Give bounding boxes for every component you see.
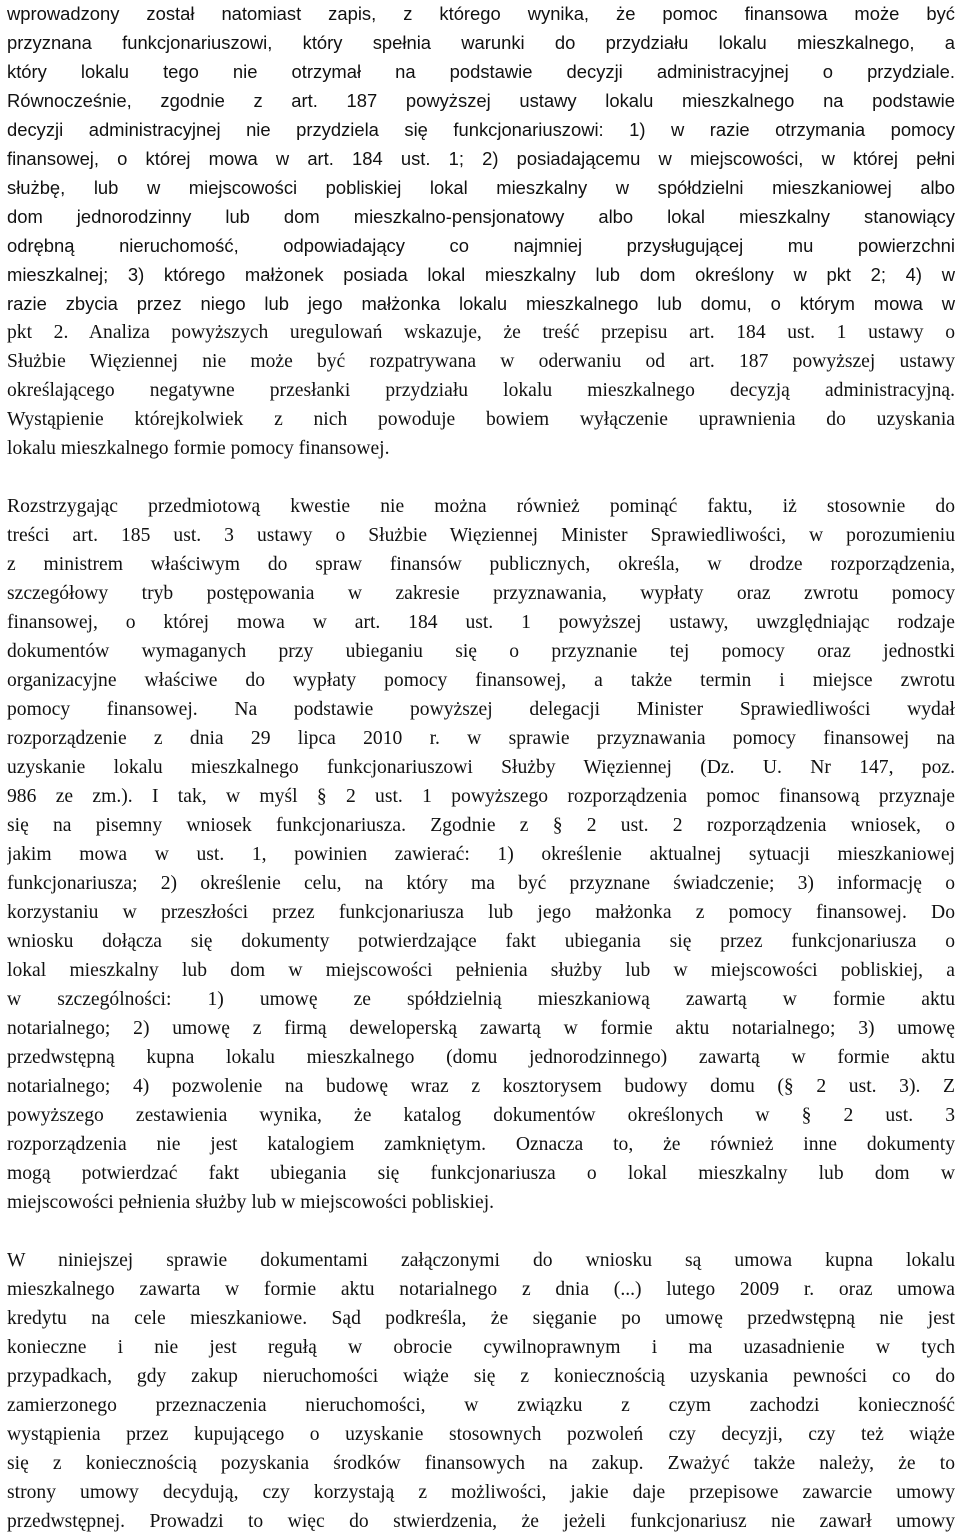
text-line: lokalu mieszkalnego formie pomocy finansowej.: [7, 438, 390, 459]
text-line: wprowadzony został natomiast zapis, z którego wynika, że pomoc finansowa może być: [7, 3, 955, 24]
text-line: szczegółowy tryb postępowania w zakresie przyznawania, wypłaty oraz zwrotu pomocy: [7, 583, 955, 604]
text-line: organizacyjne właściwe do wypłaty pomocy finansowej, a także termin i miejsce zwrotu: [7, 670, 955, 691]
text-line: finansowej, o której mowa w art. 184 ust. 1; 2) posiadającemu w miejscowości, w której pełni: [7, 148, 955, 169]
text-line: funkcjonariusza; 2) określenie celu, na który ma być przyznane świadczenie; 3) informację o: [7, 873, 955, 894]
text-line: który lokalu tego nie otrzymał na podstawie decyzji administracyjnej o przydziale.: [7, 61, 955, 82]
text-line: się z koniecznością pozyskania środków finansowych na zakup. Zważyć także należy, że to: [7, 1453, 955, 1474]
text-line: mieszkalnej; 3) którego małżonek posiada lokal mieszkalny lub dom określony w pkt 2; 4) w: [7, 264, 955, 285]
text-line: przyznana funkcjonariuszowi, który spełnia warunki do przydziału lokalu mieszkalnego, a: [7, 32, 955, 53]
text-line: wystąpienia przez kupującego o uzyskanie stosownych pozwoleń czy decyzji, czy też wiąże: [7, 1424, 955, 1445]
text-line: odrębną nieruchomość, odpowiadający co najmniej przysługującej mu powierzchni: [7, 235, 955, 256]
text-line: zamierzonego przeznaczenia nieruchomości, w związku z czym zachodzi konieczność: [7, 1395, 955, 1416]
text-line: miejscowości pełnienia służby lub w miejscowości pobliskiej.: [7, 1192, 495, 1213]
text-line: Wystąpienie którejkolwiek z nich powoduje bowiem wyłączenie uprawnienia do uzyskania: [7, 409, 955, 430]
text-line: mieszkalnego zawarta w formie aktu notarialnego z dnia (...) lutego 2009 r. oraz umowa: [7, 1279, 955, 1300]
text-line: uzyskanie lokalu mieszkalnego funkcjonariuszowi Służby Więziennej (Dz. U. Nr 147, poz.: [7, 757, 955, 778]
text-line: lokal mieszkalny lub dom w miejscowości pełnienia służby lub w miejscowości pobliskiej, a: [7, 960, 955, 981]
text-line: określającego negatywne przesłanki przydziału lokalu mieszkalnego decyzją administracyjną.: [7, 380, 955, 401]
text-line: konieczne i nie jest regułą w obrocie cywilnoprawnym i ma uzasadnienie w tych: [7, 1337, 955, 1358]
text-line: 986 ze zm.). I tak, w myśl § 2 ust. 1 powyższego rozporządzenia pomoc finansową przyznaje: [7, 786, 955, 807]
text-line: przedwstępnej. Prowadzi to więc do stwierdzenia, że jeżeli funkcjonariusz nie zawarł umowy: [7, 1511, 955, 1532]
text-line: przedwstępną kupna lokalu mieszkalnego (domu jednorodzinnego) zawartą w formie aktu: [7, 1047, 955, 1068]
text-line: służbę, lub w miejscowości pobliskiej lokal mieszkalny w spółdzielni mieszkaniowej albo: [7, 177, 955, 198]
text-line: rozporządzenie z dnia 29 lipca 2010 r. w sprawie przyznawania pomocy finansowej na: [7, 728, 955, 749]
document-page: [7, 0, 955, 1536]
text-line: pomocy finansowej. Na podstawie powyższej delegacji Minister Sprawiedliwości wydał: [7, 699, 955, 720]
text-line: Równocześnie, zgodnie z art. 187 powyższej ustawy lokalu mieszkalnego na podstawie: [7, 90, 955, 111]
text-line: się na pisemny wniosek funkcjonariusza. Zgodnie z § 2 ust. 2 rozporządzenia wniosek, o: [7, 815, 955, 836]
text-line: pkt 2. Analiza powyższych uregulowań wskazuje, że treść przepisu art. 184 ust. 1 ustawy o: [7, 322, 955, 343]
text-line: wniosku dołącza się dokumenty potwierdzające fakt ubiegania się przez funkcjonariusza o: [7, 931, 955, 952]
text-line: kredytu na cele mieszkaniowe. Sąd podkreśla, że sięganie po umowę przedwstępną nie jest: [7, 1308, 955, 1329]
text-line: przypadkach, gdy zakup nieruchomości wiąże się z koniecznością uzyskania pewności co do: [7, 1366, 955, 1387]
text-line: dokumentów wymaganych przy ubieganiu się o przyznanie tej pomocy oraz jednostki: [7, 641, 955, 662]
text-line: Służbie Więziennej nie może być rozpatrywana w oderwaniu od art. 187 powyższej ustawy: [7, 351, 955, 372]
paragraph-1: [7, 0, 955, 463]
text-line: w szczególności: 1) umowę ze spółdzielnią mieszkaniową zawartą w formie aktu: [7, 989, 955, 1010]
text-line: strony umowy decydują, czy korzystają z możliwości, jakie daje przepisowe zawarcie umowy: [7, 1482, 955, 1503]
text-line: notarialnego; 4) pozwolenie na budowę wraz z kosztorysem budowy domu (§ 2 ust. 3). Z: [7, 1076, 955, 1097]
text-line: mogą potwierdzać fakt ubiegania się funkcjonariusza o lokal mieszkalny lub dom w: [7, 1163, 955, 1184]
text-line: powyższego zestawienia wynika, że katalog dokumentów określonych w § 2 ust. 3: [7, 1105, 955, 1126]
text-line: notarialnego; 2) umowę z firmą deweloperską zawartą w formie aktu notarialnego; 3) umowę: [7, 1018, 955, 1039]
text-line: treści art. 185 ust. 3 ustawy o Służbie Więziennej Minister Sprawiedliwości, w porozumieniu: [7, 525, 955, 546]
text-line: rozporządzenia nie jest katalogiem zamkniętym. Oznacza to, że również inne dokumenty: [7, 1134, 955, 1155]
text-line: Rozstrzygając przedmiotową kwestie nie można również pominąć faktu, iż stosownie do: [7, 496, 955, 517]
paragraph-2: [7, 492, 955, 1217]
text-line: decyzji administracyjnej nie przydziela się funkcjonariuszowi: 1) w razie otrzymania pomocy: [7, 119, 955, 140]
paragraph-gap: [7, 1217, 955, 1246]
text-line: jakim mowa w ust. 1, powinien zawierać: 1) określenie aktualnej sytuacji mieszkaniowej: [7, 844, 955, 865]
text-line: W niniejszej sprawie dokumentami załączonymi do wniosku są umowa kupna lokalu: [7, 1250, 955, 1271]
text-line: korzystaniu w przeszłości przez funkcjonariusza lub jego małżonka z pomocy finansowej. Do: [7, 902, 955, 923]
paragraph-3: [7, 1246, 955, 1536]
text-line: finansowej, o której mowa w art. 184 ust. 1 powyższej ustawy, uwzględniając rodzaje: [7, 612, 955, 633]
text-line: dom jednorodzinny lub dom mieszkalno-pensjonatowy albo lokal mieszkalny stanowiący: [7, 206, 955, 227]
text-line: razie zbycia przez niego lub jego małżonka lokalu mieszkalnego lub domu, o którym mowa w: [7, 293, 955, 314]
text-line: z ministrem właściwym do spraw finansów publicznych, określa, w drodze rozporządzenia,: [7, 554, 955, 575]
paragraph-gap: [7, 463, 955, 492]
